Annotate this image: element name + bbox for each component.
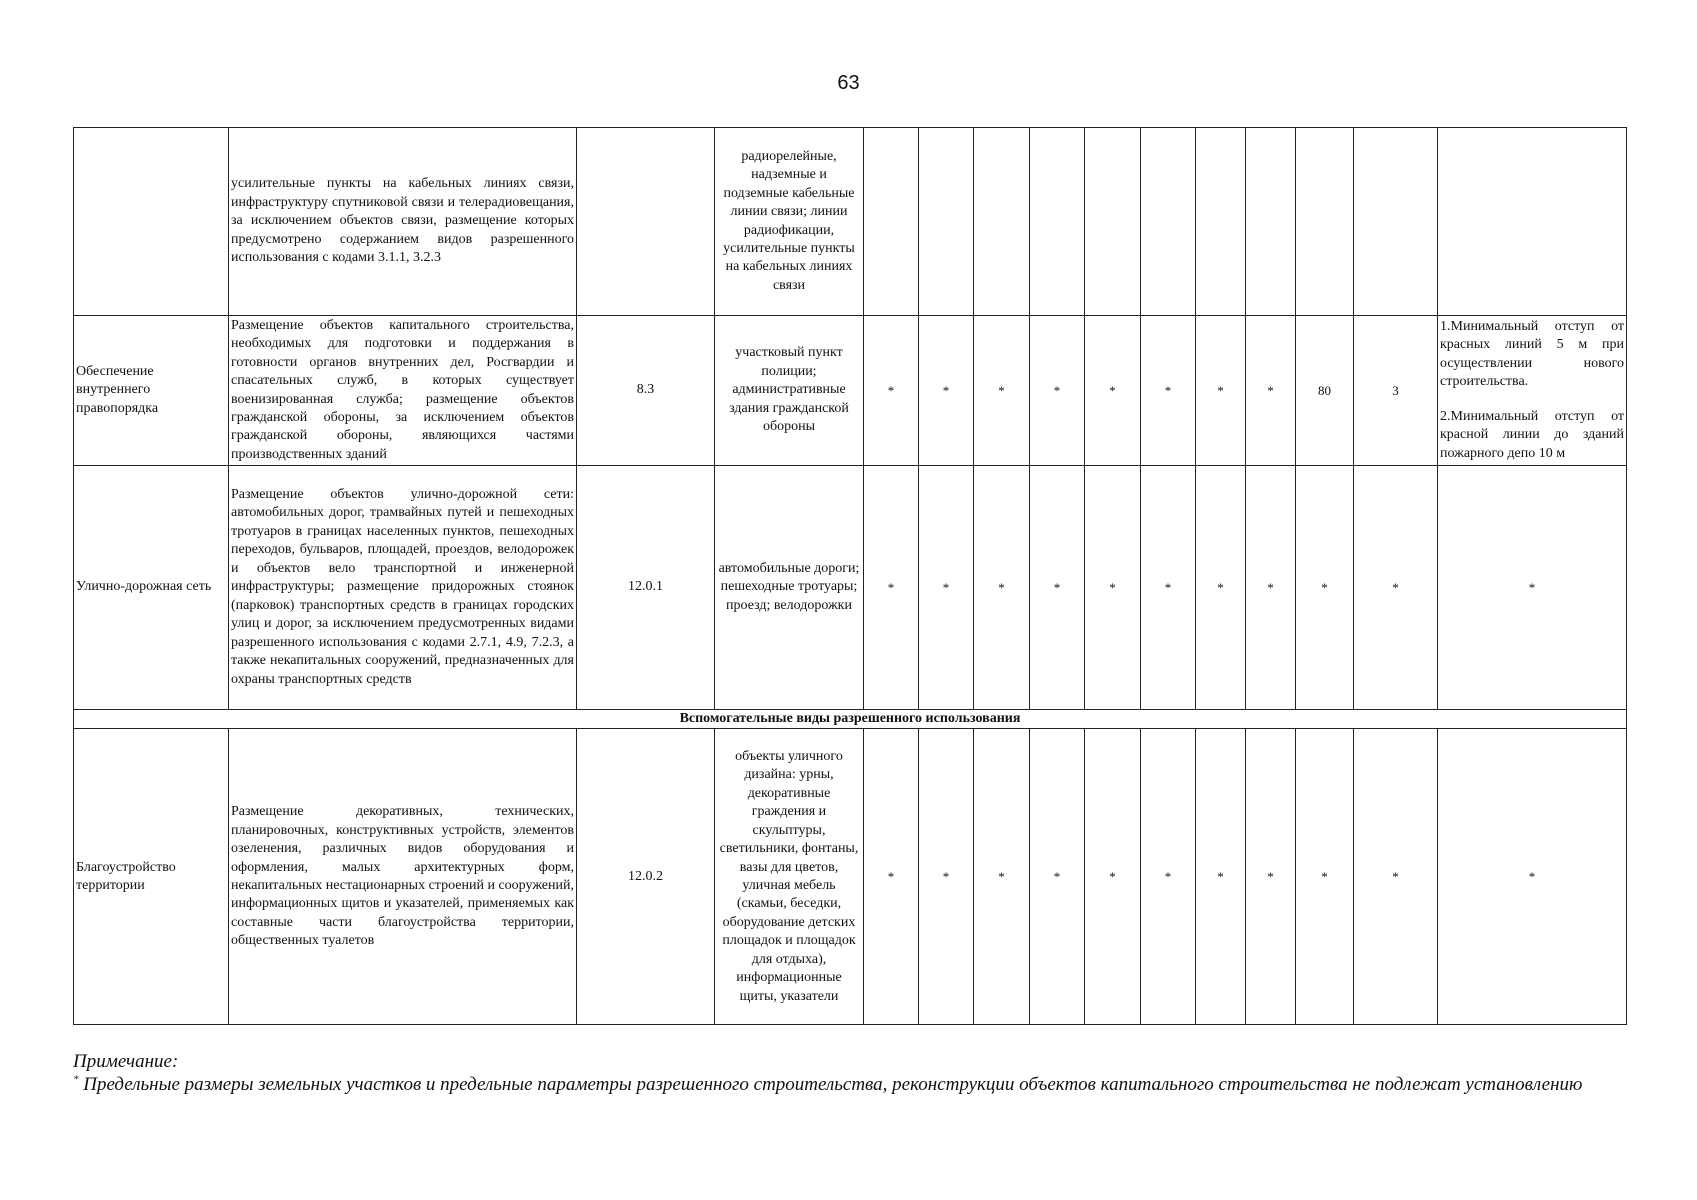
- param-cell: [1085, 128, 1141, 316]
- row-description: усилительные пункты на кабельных линиях связи, инфраструктуру спутниковой связи и телерадиовещания, за исключением объектов связи, размещение которых предусмотрено содержанием видов разрешенного использования с кодами 3.1.1, 3.2.3: [229, 128, 577, 316]
- param-cell: *: [1030, 316, 1085, 466]
- row-code: 12.0.2: [577, 729, 715, 1025]
- note-line: 1.Минимальный отступ от красных линий 5 м при осуществлении нового строительства.: [1440, 318, 1624, 390]
- footnote-marker: *: [73, 1073, 79, 1086]
- param-cell: *: [1196, 729, 1246, 1025]
- row-name: [74, 128, 229, 316]
- page-number: 63: [837, 72, 860, 94]
- param-cell: *: [864, 466, 919, 710]
- land-use-table: [73, 127, 1627, 1025]
- row-name: Улично-дорожная сеть: [74, 466, 229, 710]
- param-cell: *: [1354, 729, 1438, 1025]
- section-header: Вспомогательные виды разрешенного использования: [74, 710, 1627, 729]
- param-cell: [1196, 128, 1246, 316]
- table-row: [74, 466, 1627, 710]
- param-cell: *: [1085, 729, 1141, 1025]
- param-cell: *: [974, 729, 1030, 1025]
- param-cell: *: [1354, 466, 1438, 710]
- row-code: 8.3: [577, 316, 715, 466]
- row-objects: автомобильные дороги; пешеходные тротуары; проезд; велодорожки: [715, 466, 864, 710]
- table-row: [74, 128, 1627, 316]
- table-row: [74, 729, 1627, 1025]
- section-row: [74, 710, 1627, 729]
- param-cell: [1354, 128, 1438, 316]
- param-cell: *: [1296, 466, 1354, 710]
- param-cell: *: [1196, 466, 1246, 710]
- row-note: *: [1438, 729, 1627, 1025]
- param-cell: *: [919, 729, 974, 1025]
- row-note: *: [1438, 466, 1627, 710]
- row-code: [577, 128, 715, 316]
- row-description: Размещение объектов улично-дорожной сети: автомобильных дорог, трамвайных путей и пешеходных тротуаров в границах населенных пунктов, пешеходных переходов, бульваров, площадей, проездов, велодорожек и объектов вело транспортной и инженерной инфраструктуры; размещение придорожных стоянок (парковок) транспортных средств в границах городских улиц и дорог, за исключением предусмотренных видами разрешенного использования с кодами 2.7.1, 4.9, 7.2.3, а также некапитальных сооружений, предназначенных для охраны транспортных средств: [229, 466, 577, 710]
- param-cell: 3: [1354, 316, 1438, 466]
- param-cell: *: [1141, 466, 1196, 710]
- row-name: Благоустройство территории: [74, 729, 229, 1025]
- param-cell: *: [1085, 316, 1141, 466]
- row-description: Размещение декоративных, технических, планировочных, конструктивных устройств, элементов озеленения, различных видов оборудования и оформления, малых архитектурных форм, некапитальных нестационарных строений и сооружений, информационных щитов и указателей, применяемых как составные части благоустройства территории, общественных туалетов: [229, 729, 577, 1025]
- row-note: [1438, 316, 1627, 466]
- param-cell: [1246, 128, 1296, 316]
- param-cell: *: [1141, 316, 1196, 466]
- param-cell: *: [1085, 466, 1141, 710]
- footnote: [73, 1050, 1633, 1096]
- param-cell: 80: [1296, 316, 1354, 466]
- param-cell: *: [864, 316, 919, 466]
- param-cell: [919, 128, 974, 316]
- param-cell: *: [1030, 729, 1085, 1025]
- footnote-title: Примечание:: [73, 1051, 179, 1072]
- param-cell: *: [1246, 316, 1296, 466]
- param-cell: *: [1141, 729, 1196, 1025]
- footnote-body: [73, 1073, 1633, 1096]
- param-cell: [864, 128, 919, 316]
- row-note: [1438, 128, 1627, 316]
- param-cell: [1141, 128, 1196, 316]
- row-objects: радиорелейные, надземные и подземные кабельные линии связи; линии радиофикации, усилительные пункты на кабельных линиях связи: [715, 128, 864, 316]
- param-cell: *: [974, 316, 1030, 466]
- param-cell: *: [919, 316, 974, 466]
- param-cell: *: [864, 729, 919, 1025]
- param-cell: *: [919, 466, 974, 710]
- footnote-text: Предельные размеры земельных участков и предельные параметры разрешенного строительства, реконструкции объектов капитального строительства не подлежат установлению: [78, 1074, 1583, 1096]
- row-objects: участковый пункт полиции; административные здания гражданской обороны: [715, 316, 864, 466]
- note-line: 2.Минимальный отступ от красной линии до зданий пожарного депо 10 м: [1440, 408, 1624, 461]
- param-cell: *: [1246, 729, 1296, 1025]
- param-cell: [1296, 128, 1354, 316]
- row-code: 12.0.1: [577, 466, 715, 710]
- param-cell: *: [974, 466, 1030, 710]
- param-cell: *: [1030, 466, 1085, 710]
- table-row: [74, 316, 1627, 466]
- row-description: Размещение объектов капитального строительства, необходимых для подготовки и поддержания в готовности органов внутренних дел, Росгвардии и спасательных служб, в которых существует военизированная служба; размещение объектов гражданской обороны, за исключением объектов гражданской обороны, являющихся частями производственных зданий: [229, 316, 577, 466]
- row-objects: объекты уличного дизайна: урны, декоративные граждения и скульптуры, светильники, фонтаны, вазы для цветов, уличная мебель (скамьи, беседки, оборудование детских площадок и площадок для отдыха), информационные щиты, указатели: [715, 729, 864, 1025]
- param-cell: *: [1296, 729, 1354, 1025]
- param-cell: *: [1196, 316, 1246, 466]
- param-cell: *: [1246, 466, 1296, 710]
- param-cell: [974, 128, 1030, 316]
- param-cell: [1030, 128, 1085, 316]
- row-name: Обеспечение внутреннего правопорядка: [74, 316, 229, 466]
